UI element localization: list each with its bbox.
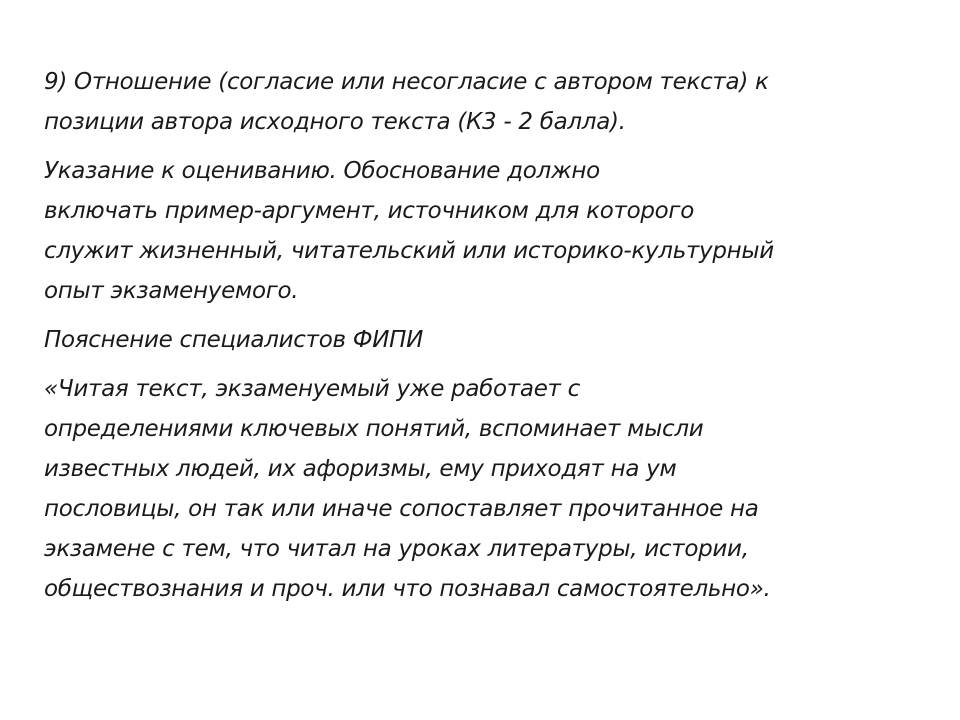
text-line: служит жизненный, читательский или историко-культурный — [44, 238, 774, 264]
fipi-explanation-heading — [44, 320, 934, 360]
text-line: известных людей, их афоризмы, ему приходят на ум — [44, 456, 677, 482]
fipi-quote — [44, 369, 934, 609]
text-line: позиции автора исходного текста (К3 - 2 балла). — [44, 109, 626, 135]
text-line: обществознания и проч. или что познавал самостоятельно». — [44, 576, 771, 602]
text-line: определениями ключевых понятий, вспоминает мысли — [44, 416, 704, 442]
text-line: «Читая текст, экзаменуемый уже работает с — [44, 376, 581, 402]
text-line: 9) Отношение (согласие или несогласие с автором текста) к — [44, 69, 769, 95]
grading-instruction — [44, 151, 934, 311]
slide-body — [44, 62, 934, 618]
text-line: опыт экзаменуемого. — [44, 278, 299, 304]
text-line: включать пример-аргумент, источником для которого — [44, 198, 694, 224]
text-line: экзамене с тем, что читал на уроках литературы, истории, — [44, 536, 749, 562]
criterion-heading — [44, 62, 934, 142]
text-line: пословицы, он так или иначе сопоставляет прочитанное на — [44, 496, 759, 522]
text-line: Указание к оцениванию. Обоснование должно — [44, 158, 600, 184]
text-line: Пояснение специалистов ФИПИ — [44, 327, 424, 353]
